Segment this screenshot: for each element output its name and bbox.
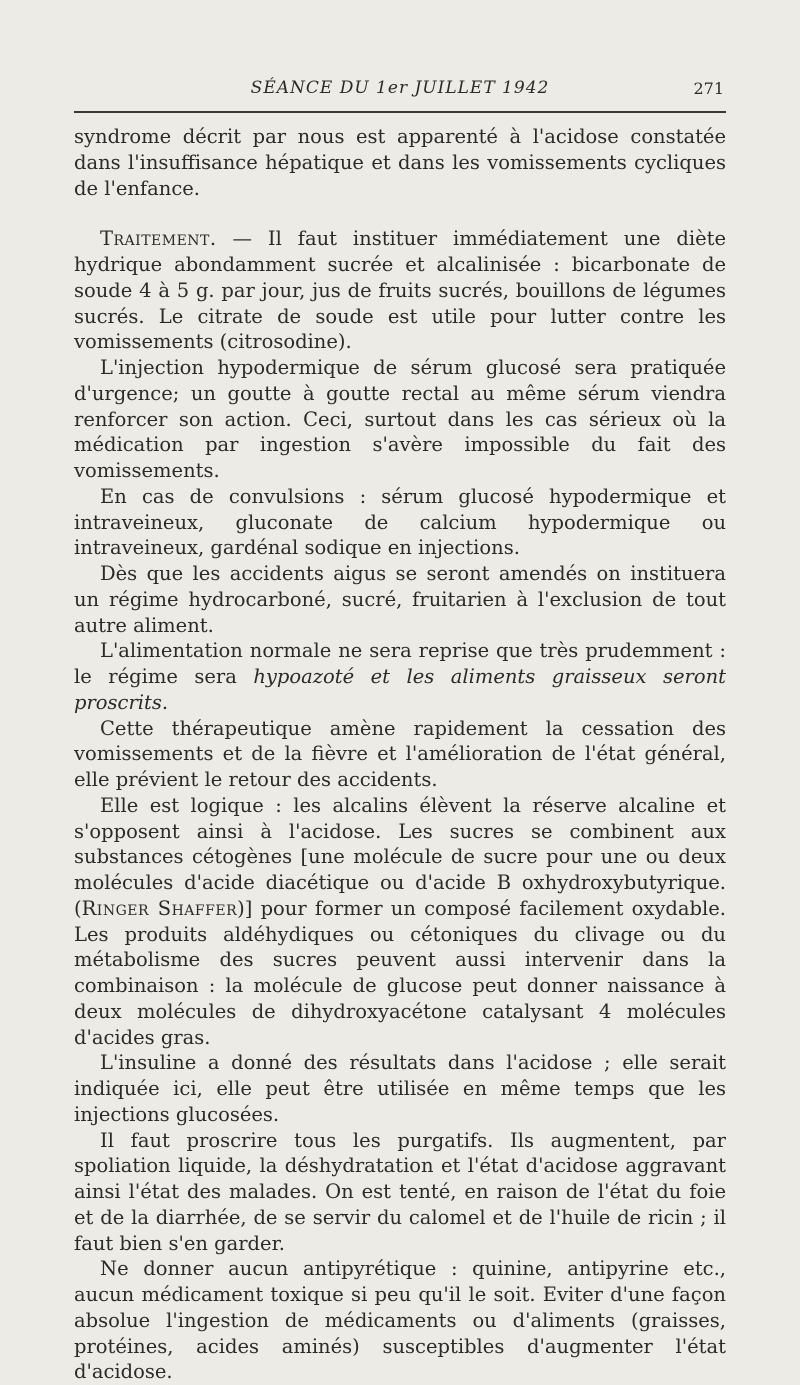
paragraph: Il faut proscrire tous les purgatifs. Ils augmentent, par spoliation liquide, la déshydratation et l'état d'acidose aggravant ainsi l'état des malades. On est tenté, en raison de l'état du foie et de la diarrhée, de se servir du calomel et de l'huile de ricin ; il faut bien s'en garder. xyxy=(74,1128,726,1255)
paragraph: L'alimentation normale ne sera reprise que très prudemment : le régime sera hypoazoté et les aliments graisseux seront proscrits. xyxy=(74,639,727,714)
running-head xyxy=(74,78,726,102)
running-head-title: SÉANCE DU 1er JUILLET 1942 xyxy=(250,78,550,98)
author-name: Ringer Shaffer xyxy=(81,896,238,920)
body-text xyxy=(74,124,726,1385)
paragraph: Elle est logique : les alcalins élèvent la réserve alcaline et s'opposent ainsi à l'acidose. Les sucres se combinent aux substances cétogènes [une molécule de sucre pour une ou deux molécules d'acide diacétique ou d'acide B oxhydroxybutyrique. (Ringer Shaffer)] pour former un composé facilement oxydable. Les produits aldéhydiques ou cétoniques du clivage ou du métabolisme des sucres peuvent aussi intervenir dans la combinaison : la molécule de glucose peut donner naissance à deux molécules de dihydroxyacétone catalysant 4 molécules d'acides gras. xyxy=(74,793,727,1049)
paragraph: L'injection hypodermique de sérum glucosé sera pratiquée d'urgence; un goutte à goutte rectal au même sérum viendra renforcer son action. Ceci, surtout dans les cas sérieux où la médication par ingestion s'avère impossible du fait des vomissements. xyxy=(74,356,726,482)
italic-phrase: hypoazoté et les aliments graisseux seront proscrits xyxy=(74,665,727,714)
paragraph-continuation: syndrome décrit par nous est apparenté à l'acidose constatée dans l'insuffisance hépatique et dans les vomissements cycliques de l'enfance. xyxy=(74,125,726,200)
paragraph: Cette thérapeutique amène rapidement la cessation des vomissements et de la fièvre et l'amélioration de l'état général, elle prévient le retour des accidents. xyxy=(74,716,726,791)
header-rule xyxy=(74,111,726,113)
paragraph: L'insuline a donné des résultats dans l'acidose ; elle serait indiquée ici, elle peut être utilisée en même temps que les injections glucosées. xyxy=(74,1051,726,1126)
paragraph: En cas de convulsions : sérum glucosé hypodermique et intraveineux, gluconate de calcium hypodermique ou intraveineux, gardénal sodique en injections. xyxy=(74,484,726,560)
section-lead: Traitement. xyxy=(100,227,217,251)
page-number: 271 xyxy=(693,79,724,98)
paragraph: Ne donner aucun antipyrétique : quinine, antipyrine etc., aucun médicament toxique si peu qu'il le soit. Eviter d'une façon absolue l'ingestion de médicaments ou d'aliments (graisses, protéines, acides aminés) susceptibles d'augmenter l'état d'acidose. xyxy=(74,1257,726,1384)
paragraph: Dès que les accidents aigus se seront amendés on instituera un régime hydrocarboné, sucré, fruitarien à l'exclusion de tout autre aliment. xyxy=(74,562,726,637)
paragraph-traitement: Traitement. — Il faut instituer immédiatement une diète hydrique abondamment sucrée et alcalinisée : bicarbonate de soude 4 à 5 g. par jour, jus de fruits sucrés, bouillons de légumes sucrés. Le citrate de soude est utile pour lutter contre les vomissements (citrosodine). xyxy=(74,227,726,354)
